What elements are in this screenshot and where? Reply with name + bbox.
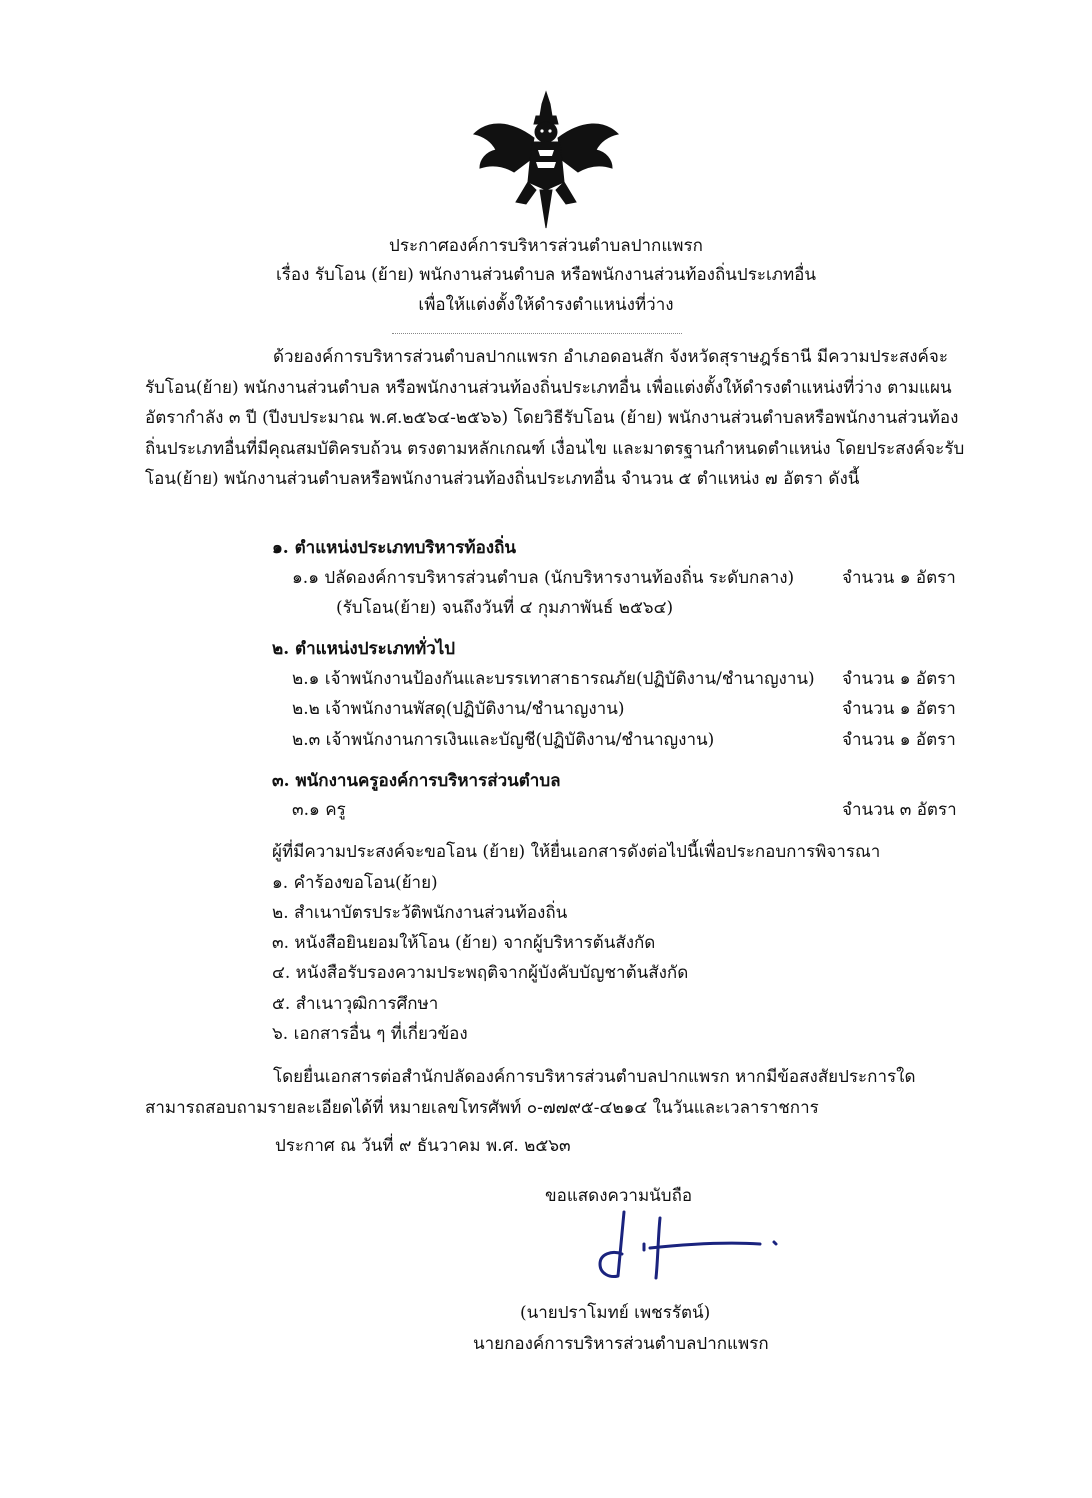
document-item: ๒. สำเนาบัตรประวัติพนักงานส่วนท้องถิ่น bbox=[272, 903, 568, 923]
section-2-item-2-count: จำนวน ๑ อัตรา bbox=[842, 699, 956, 719]
announcement-subject-line-2: เพื่อให้แต่งตั้งให้ดำรงตำแหน่งที่ว่าง bbox=[418, 295, 674, 315]
section-2-title: ๒. ตำแหน่งประเภททั่วไป bbox=[272, 639, 456, 659]
document-item: ๕. สำเนาวุฒิการศึกษา bbox=[272, 994, 439, 1014]
signer-position: นายกองค์การบริหารส่วนตำบลปากแพรก bbox=[473, 1334, 769, 1354]
announcement-title: ประกาศองค์การบริหารส่วนตำบลปากแพรก bbox=[389, 236, 703, 256]
intro-text: ด้วยองค์การบริหารส่วนตำบลปากแพรก อำเภอดอนสัก จังหวัดสุราษฎร์ธานี มีความประสงค์จะรับโอน(ย้าย) พนักงานส่วนตำบล หรือพนักงานส่วนท้องถิ่นประเภทอื่น เพื่อแต่งตั้งให้ดำรงตำแหน่งที่ว่าง ตามแผนอัตรากำลัง ๓ ปี (ปีงบประมาณ พ.ศ.๒๕๖๔-๒๕๖๖) โดยวิธีรับโอน (ย้าย) พนักงานส่วนตำบลหรือพนักงานส่วนท้องถิ่นประเภทอื่นที่มีคุณสมบัติครบถ้วน ตรงตามหลักเกณฑ์ เงื่อนไข และมาตรฐานกำหนดตำแหน่ง โดยประสงค์จะรับโอน(ย้าย) พนักงานส่วนตำบลหรือพนักงานส่วนท้องถิ่นประเภทอื่น จำนวน ๕ ตำแหน่ง ๗ อัตรา ดังนี้ bbox=[145, 347, 965, 489]
closing-text: โดยยื่นเอกสารต่อสำนักปลัดองค์การบริหารส่วนตำบลปากแพรก หากมีข้อสงสัยประการใด สามารถสอบถามรายละเอียดได้ที่ หมายเลขโทรศัพท์ ๐-๗๗๙๕-๔๒๑๔ ในวันและเวลาราชการ bbox=[145, 1067, 916, 1118]
section-1-title: ๑. ตำแหน่งประเภทบริหารท้องถิ่น bbox=[272, 538, 517, 558]
section-1-item-1-count: จำนวน ๑ อัตรา bbox=[842, 568, 956, 588]
signature-icon bbox=[588, 1204, 788, 1284]
section-2-item-2: ๒.๒ เจ้าพนักงานพัสดุ(ปฏิบัติงาน/ชำนาญงาน) bbox=[292, 699, 625, 719]
section-2-item-1: ๒.๑ เจ้าพนักงานป้องกันและบรรเทาสาธารณภัย(ปฏิบัติงาน/ชำนาญงาน) bbox=[292, 669, 815, 689]
documents-intro: ผู้ที่มีความประสงค์จะขอโอน (ย้าย) ให้ยื่นเอกสารดังต่อไปนี้เพื่อประกอบการพิจารณา bbox=[272, 842, 881, 862]
section-2-item-1-count: จำนวน ๑ อัตรา bbox=[842, 669, 956, 689]
section-2-item-3-count: จำนวน ๑ อัตรา bbox=[842, 730, 956, 750]
signer-name: (นายปราโมทย์ เพชรรัตน์) bbox=[520, 1303, 711, 1323]
announcement-subject: เรื่อง รับโอน (ย้าย) พนักงานส่วนตำบล หรือพนักงานส่วนท้องถิ่นประเภทอื่น bbox=[275, 265, 817, 285]
section-2-item-3: ๒.๓ เจ้าพนักงานการเงินและบัญชี(ปฏิบัติงาน/ชำนาญงาน) bbox=[292, 730, 715, 750]
closing-paragraph bbox=[145, 1062, 967, 1123]
announcement-date: ประกาศ ณ วันที่ ๙ ธันวาคม พ.ศ. ๒๕๖๓ bbox=[275, 1136, 571, 1156]
garuda-emblem-icon bbox=[470, 90, 622, 230]
section-3-item-1-count: จำนวน ๓ อัตรา bbox=[842, 800, 957, 820]
section-3-item-1: ๓.๑ ครู bbox=[292, 800, 346, 820]
document-item: ๖. เอกสารอื่น ๆ ที่เกี่ยวข้อง bbox=[272, 1024, 468, 1044]
section-3-title: ๓. พนักงานครูองค์การบริหารส่วนตำบล bbox=[272, 771, 561, 791]
document-item: ๔. หนังสือรับรองความประพฤติจากผู้บังคับบัญชาต้นสังกัด bbox=[272, 963, 689, 983]
document-item: ๑. คำร้องขอโอน(ย้าย) bbox=[272, 873, 438, 893]
section-1-item-1-note: (รับโอน(ย้าย) จนถึงวันที่ ๔ กุมภาพันธ์ ๒๕๖๔) bbox=[336, 598, 674, 618]
regards-text: ขอแสดงความนับถือ bbox=[545, 1186, 693, 1206]
intro-paragraph bbox=[145, 342, 967, 495]
title-divider bbox=[392, 333, 682, 334]
section-1-item-1: ๑.๑ ปลัดองค์การบริหารส่วนตำบล (นักบริหารงานท้องถิ่น ระดับกลาง) bbox=[292, 568, 795, 588]
document-item: ๓. หนังสือยินยอมให้โอน (ย้าย) จากผู้บริหารต้นสังกัด bbox=[272, 933, 656, 953]
